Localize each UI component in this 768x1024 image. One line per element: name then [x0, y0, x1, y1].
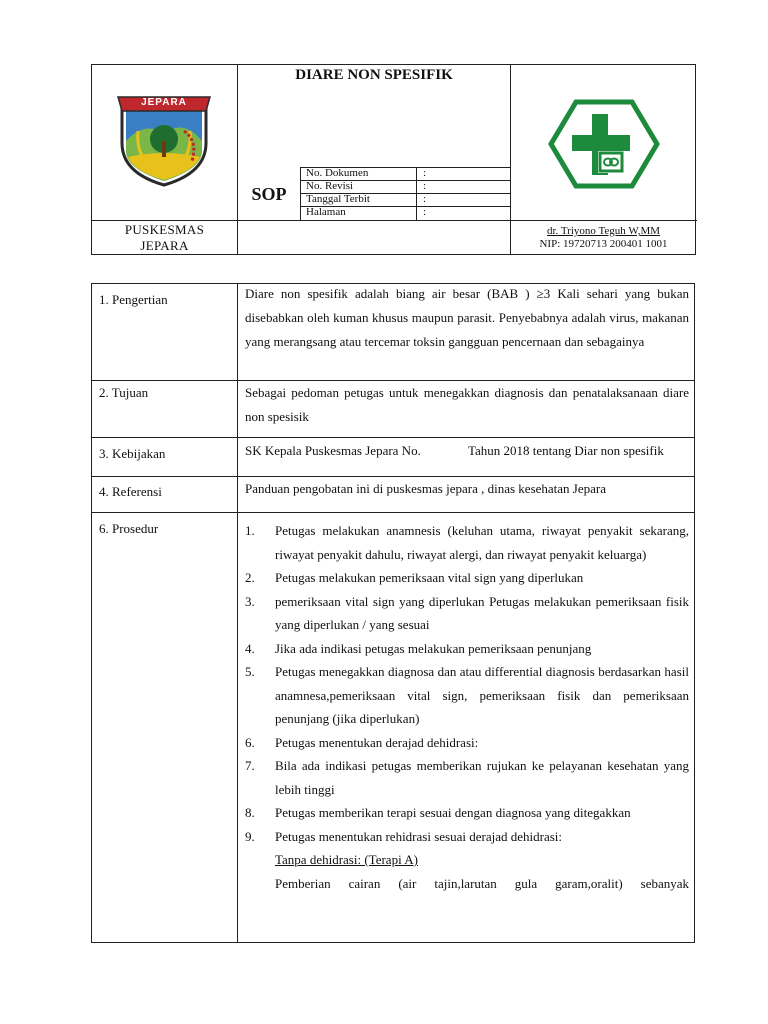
header-divider [237, 65, 238, 254]
row-divider [92, 512, 694, 513]
procedure-list [245, 519, 689, 895]
step-number: 2. [245, 570, 255, 585]
procedure-step [245, 637, 689, 661]
organization-name [92, 222, 237, 254]
step-text: pemeriksaan vital sign yang diperlukan Petugas melakukan pemeriksaan fisik yang diperlukan / yang sesuai [275, 593, 689, 632]
section-text-referensi: Panduan pengobatan ini di puskesmas jepara , dinas kesehatan Jepara [245, 481, 606, 496]
meta-value: : [423, 180, 427, 192]
meta-row-halaman [300, 206, 510, 219]
head-nip: NIP: 19720713 200401 1001 [539, 238, 668, 250]
head-signature-block [510, 225, 697, 251]
section-label-tujuan: 2. Tujuan [99, 385, 149, 400]
section-text-kebijakan [245, 442, 689, 460]
procedure-step [245, 519, 689, 566]
step-text: Petugas memberikan terapi sesuai dengan diagnosa yang ditegakkan [275, 805, 631, 820]
procedure-step [245, 731, 689, 755]
puskesmas-logo [548, 99, 660, 189]
procedure-step [245, 754, 689, 801]
meta-row-no-revisi [300, 180, 510, 193]
org-line: JEPARA [140, 238, 189, 253]
section-label-prosedur: 6. Prosedur [99, 521, 159, 536]
sop-content-table [91, 283, 695, 943]
therapy-heading: Tanpa dehidrasi: (Terapi A) [275, 852, 418, 867]
step-number: 7. [245, 758, 255, 773]
sop-label: SOP [251, 183, 287, 204]
procedure-step [245, 566, 689, 590]
step-text: Petugas menentukan derajad dehidrasi: [275, 734, 479, 750]
head-name: dr. Triyono Teguh W,MM [546, 225, 661, 237]
meta-label: No. Dokumen [306, 167, 369, 179]
section-label-pengertian: 1. Pengertian [99, 292, 168, 307]
step-text: Petugas melakukan anamnesis (keluhan utama, riwayat penyakit sekarang, riwayat penyakit dahulu, riwayat alergi, dan riwayat penyakit keluarga) [275, 523, 689, 562]
section-text-tujuan: Sebagai pedoman petugas untuk menegakkan diagnosis dan penatalaksanaan diare non spesisik [245, 385, 689, 424]
procedure-step [245, 660, 689, 731]
therapy-text: Pemberian cairan (air tajin,larutan gula garam,oralit) sebanyak [275, 875, 689, 891]
procedure-step [245, 801, 689, 825]
step-number: 4. [245, 640, 255, 656]
kebijakan-tahun: Tahun 2018 tentang Diar non spesifik [468, 443, 664, 458]
meta-label: Tanggal Terbit [306, 193, 370, 205]
row-divider [92, 437, 694, 438]
step-number: 6. [245, 734, 255, 750]
crest-banner-text: JEPARA [141, 97, 187, 108]
section-label-kebijakan: 3. Kebijakan [99, 446, 166, 461]
column-divider [237, 284, 238, 942]
step-number: 8. [245, 805, 255, 820]
meta-label: Halaman [306, 206, 346, 218]
header-row-line [92, 220, 697, 221]
document-title: DIARE NON SPESIFIK [295, 67, 453, 83]
meta-value: : [423, 193, 427, 205]
step-text: Jika ada indikasi petugas melakukan pemeriksaan penunjang [275, 640, 592, 656]
step-text: Petugas menentukan rehidrasi sesuai derajad dehidrasi: [275, 828, 562, 844]
step-number: 5. [245, 664, 255, 679]
meta-row-no-dokumen [300, 167, 510, 180]
meta-value: : [423, 167, 427, 179]
kebijakan-sk: SK Kepala Puskesmas Jepara No. [245, 443, 421, 458]
row-divider [92, 476, 694, 477]
procedure-step [245, 590, 689, 637]
meta-value: : [423, 206, 427, 218]
procedure-step [245, 825, 689, 849]
org-line: PUSKESMAS [124, 222, 205, 237]
section-label-referensi: 4. Referensi [99, 484, 162, 499]
document-header [91, 64, 696, 255]
step-number: 9. [245, 828, 255, 844]
meta-row-tanggal-terbit [300, 193, 510, 206]
step-text: Petugas melakukan pemeriksaan vital sign yang diperlukan [275, 570, 584, 585]
step-text: Bila ada indikasi petugas memberikan rujukan ke pelayanan kesehatan yang lebih tinggi [275, 758, 689, 797]
section-text-pengertian: Diare non spesifik adalah biang air besar (BAB ) ≥3 Kali sehari yang bukan disebabkan oleh kuman khusus maupun parasit. Penyebabnya adalah virus, makanan yang merangsang atau tercemar toksin gangguan pencernaan dan sebagainya [245, 286, 689, 349]
step-text: Petugas menegakkan diagnosa dan atau differential diagnosis berdasarkan hasil anamnesa,pemeriksaan vital sign, pemeriksaan fisik dan pemeriksaan penunjang (jika diperlukan) [275, 664, 689, 726]
step-number: 1. [245, 523, 255, 538]
step-number: 3. [245, 593, 255, 609]
meta-label: No. Revisi [306, 180, 354, 192]
